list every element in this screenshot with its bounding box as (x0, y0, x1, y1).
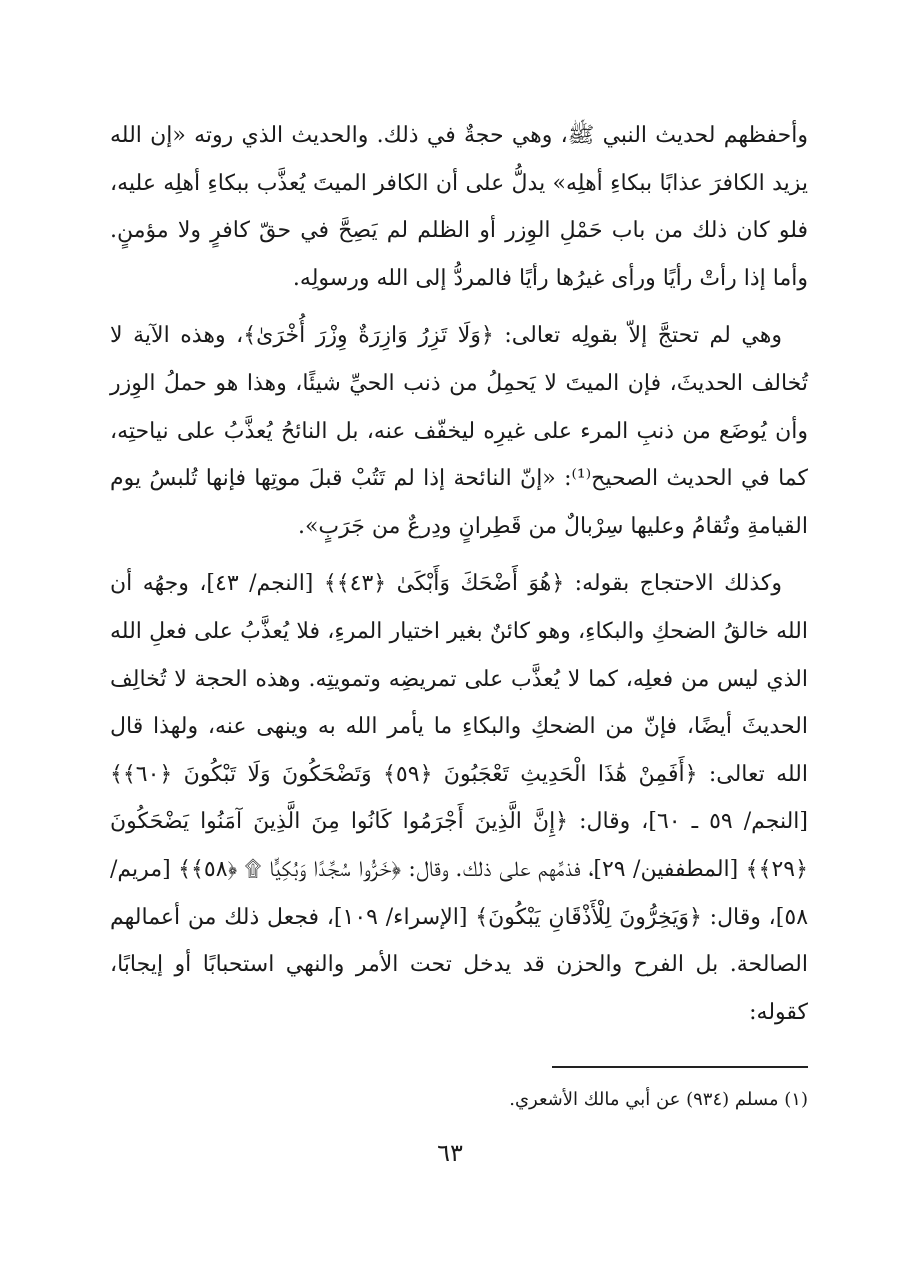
main-text (110, 112, 808, 1036)
paragraph-3: وكذلك الاحتجاج بقوله: ﴿هُوَ أَضْحَكَ وَأَبْكَىٰ ﴿٤٣﴾﴾ [النجم/ ٤٣]، وجهُه أن الله خالقُ الضحكِ والبكاءِ، وهو كائنٌ بغير اختيار المرءِ، فلا يُعذَّبُ على فعلِ الله الذي ليس من فعلِه، كما لا يُعذَّب على تمريضِه وتمويتِه. وهذه الحجة لا تُخالِف الحديثَ أيضًا، فإنّ من الضحكِ والبكاءِ ما يأمر الله به وينهى عنه، ولهذا قال الله تعالى: ﴿أَفَمِنْ هَٰذَا الْحَدِيثِ تَعْجَبُونَ ﴿٥٩﴾ وَتَضْحَكُونَ وَلَا تَبْكُونَ ﴿٦٠﴾﴾ [النجم/ ٥٩ ـ ٦٠]، وقال: ﴿إِنَّ الَّذِينَ أَجْرَمُوا كَانُوا مِنَ الَّذِينَ آمَنُوا يَضْحَكُونَ ﴿٢٩﴾﴾ [المطففين/ ٢٩]، فذمَّهم على ذلك. وقال: ﴿خَرُّوا سُجَّدًا وَبُكِيًّا ۩ ﴿٥٨﴾﴾ [مريم/ ٥٨]، وقال: ﴿وَيَخِرُّونَ لِلْأَذْقَانِ يَبْكُونَ﴾ [الإسراء/ ١٠٩]، فجعل ذلك من أعمالهم الصالحة. بل الفرح والحزن قد يدخل تحت الأمر والنهي استحبابًا أو إيجابًا، كقوله: (110, 571, 809, 1025)
footnote: (١) مسلم (٩٣٤) عن أبي مالك الأشعري. (509, 1089, 808, 1110)
footnote-divider (552, 1066, 808, 1068)
paragraph-1: وأحفظهم لحديث النبي ﷺ، وهي حجةٌ في ذلك. والحديث الذي روته «إن الله يزيد الكافرَ عذابًا ببكاءِ أهلِه» يدلُّ على أن الكافر الميتَ يُعذَّب ببكاءِ أهلِه عليه، فلو كان ذلك من باب حَمْلِ الوِزر أو الظلم لم يَصِحَّ في حقّ كافرٍ ولا مؤمنٍ. وأما إذا رأتْ رأيًا ورأى غيرُها رأيًا فالمردُّ إلى الله ورسولِه. (110, 123, 808, 291)
page-number: ٦٣ (437, 1139, 463, 1167)
paragraph-2: وهي لم تحتجَّ إلاّ بقولِه تعالى: ﴿وَلَا تَزِرُ وَازِرَةٌ وِزْرَ أُخْرَىٰ﴾، وهذه الآية لا تُخالف الحديثَ، فإن الميتَ لا يَحمِلُ من ذنب الحيِّ شيئًا، وهذا هو حملُ الوِزر وأن يُوضَع من ذنبِ المرء على غيرِه ليخفّف عنه، بل النائحُ يُعذَّبُ على نياحتِه، كما في الحديث الصحيح⁽¹⁾: «إنّ النائحة إذا لم تَتُبْ قبلَ موتِها فإنها تُلبسُ يوم القيامةِ وتُقامُ وعليها سِرْبالٌ من قَطِرانٍ ودِرعٌ من جَرَبٍ». (110, 323, 809, 539)
